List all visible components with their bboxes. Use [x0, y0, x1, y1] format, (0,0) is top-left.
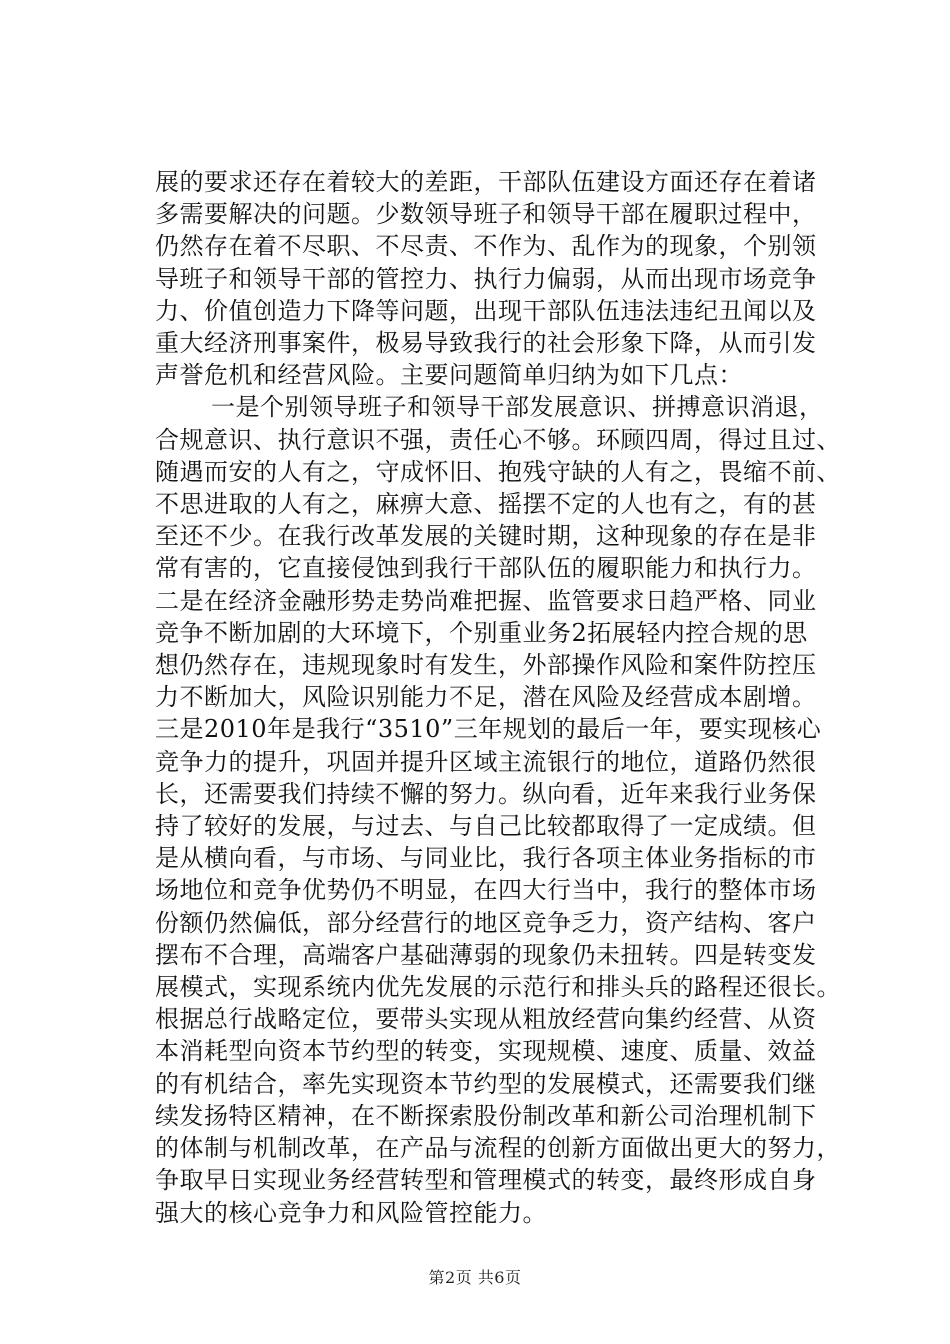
text-line: 摆布不合理，高端客户基础薄弱的现象仍未扭转。四是转变发 [155, 940, 817, 969]
text-line: 多需要解决的问题。少数领导班子和领导干部在履职过程中， [155, 200, 817, 229]
text-line: 至还不少。在我行改革发展的关键时期，这种现象的存在是非 [155, 522, 817, 551]
text-line: 三是2010年是我行“3510”三年规划的最后一年，要实现核心 [155, 715, 822, 744]
text-line: 本消耗型向资本节约型的转变，实现规模、速度、质量、效益 [155, 1037, 817, 1066]
text-line: 的有机结合，率先实现资本节约型的发展模式，还需要我们继 [155, 1069, 817, 1098]
text-line: 场地位和竞争优势仍不明显，在四大行当中，我行的整体市场 [155, 876, 817, 905]
text-line: 竞争不断加剧的大环境下，个别重业务2拓展轻内控合规的思 [155, 618, 808, 647]
text-line: 长，还需要我们持续不懈的努力。纵向看，近年来我行业务保 [155, 779, 817, 808]
text-line: 合规意识、执行意识不强，责任心不够。环顾四周，得过且过、 [155, 425, 841, 454]
text-line: 声誉危机和经营风险。主要问题简单归纳为如下几点： [155, 361, 743, 390]
text-line: 重大经济刑事案件，极易导致我行的社会形象下降，从而引发 [155, 329, 817, 358]
text-line: 展模式，实现系统内优先发展的示范行和排头兵的路程还很长。 [155, 973, 841, 1002]
text-line: 随遇而安的人有之，守成怀旧、抱残守缺的人有之，畏缩不前、 [155, 457, 841, 486]
text-line: 竞争力的提升，巩固并提升区域主流银行的地位，道路仍然很 [155, 747, 817, 776]
text-line: 想仍然存在，违规现象时有发生，外部操作风险和案件防控压 [155, 651, 817, 680]
text-line-paragraph-start: 一是个别领导班子和领导干部发展意识、拼搏意识消退， [211, 393, 824, 422]
text-line: 持了较好的发展，与过去、与自己比较都取得了一定成绩。但 [155, 812, 817, 841]
text-line: 常有害的，它直接侵蚀到我行干部队伍的履职能力和执行力。 [155, 554, 817, 583]
text-line: 的体制与机制改革，在产品与流程的创新方面做出更大的努力， [155, 1134, 841, 1163]
page-number: 第2页 共6页 [428, 1268, 522, 1287]
text-line: 展的要求还存在着较大的差距，干部队伍建设方面还存在着诸 [155, 168, 817, 196]
text-line: 导班子和领导干部的管控力、执行力偏弱，从而出现市场竞争 [155, 264, 817, 293]
body-text [155, 166, 841, 1229]
text-line: 是从横向看，与市场、与同业比，我行各项主体业务指标的市 [155, 844, 817, 873]
text-line: 强大的核心竞争力和风险管控能力。 [155, 1198, 547, 1227]
text-line: 力、价值创造力下降等问题，出现干部队伍违法违纪丑闻以及 [155, 296, 817, 325]
text-line: 力不断加大，风险识别能力不足，潜在风险及经营成本剧增。 [155, 683, 817, 712]
text-line: 不思进取的人有之，麻痹大意、摇摆不定的人也有之，有的甚 [155, 490, 817, 519]
text-line: 仍然存在着不尽职、不尽责、不作为、乱作为的现象，个别领 [155, 232, 817, 261]
page-footer [0, 1268, 950, 1288]
text-line: 份额仍然偏低，部分经营行的地区竞争乏力，资产结构、客户 [155, 908, 817, 937]
text-line: 续发扬特区精神，在不断探索股份制改革和新公司治理机制下 [155, 1101, 817, 1130]
text-line: 二是在经济金融形势走势尚难把握、监管要求日趋严格、同业 [155, 586, 817, 615]
text-line: 根据总行战略定位，要带头实现从粗放经营向集约经营、从资 [155, 1005, 817, 1034]
text-line: 争取早日实现业务经营转型和管理模式的转变，最终形成自身 [155, 1166, 817, 1195]
